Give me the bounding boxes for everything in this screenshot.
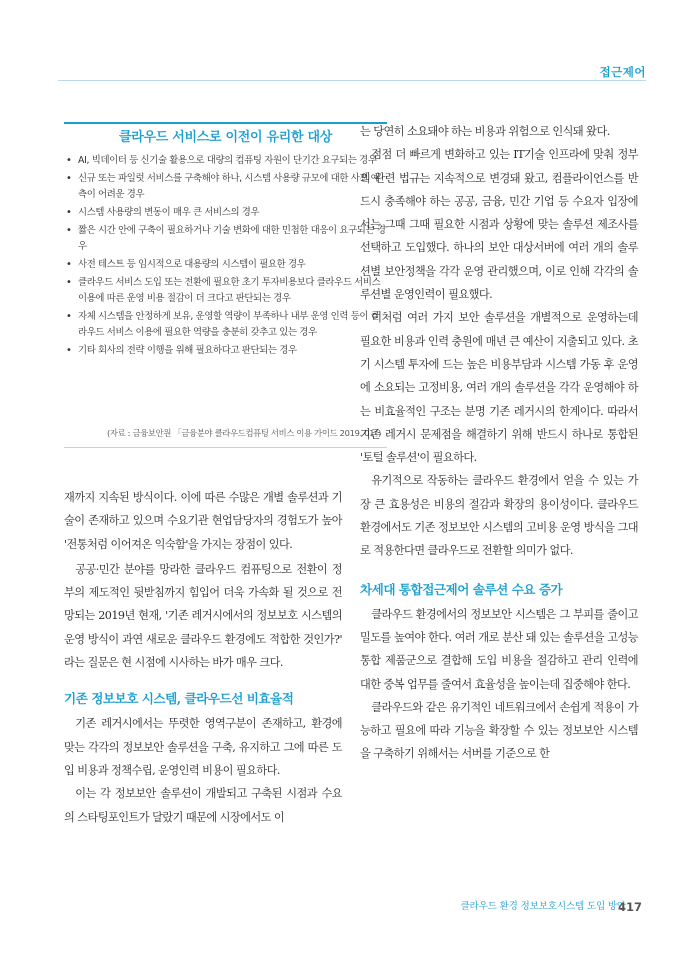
paragraph: 재까지 지속된 방식이다. 이에 따른 수많은 개별 솔루션과 기술이 존재하고 있으며 수요기관 현업담당자의 경험도가 높아 '전통처럼 이어져온 익숙함'을 가지는 장점이 있다. [64, 491, 342, 551]
sidebar-source: (자료 : 금융보안원 「금융분야 클라우드컴퓨팅 서비스 이용 가이드 2019. 01」) [106, 428, 381, 438]
sidebar-box [64, 122, 387, 448]
right-column [360, 120, 638, 766]
paragraph: 는 당연히 소요돼야 하는 비용과 위험으로 인식돼 왔다. [360, 125, 610, 138]
footer-title: 클라우드 환경 정보보호시스템 도입 방안 [460, 901, 626, 912]
paragraph: 이처럼 여러 가지 보안 솔루션을 개별적으로 운영하는데 필요한 비용과 인력 충원에 매년 큰 예산이 지출되고 있다. 초기 시스템 투자에 드는 높은 비용부담과 시스템 가동 후 운영에 소요되는 고정비용, 여러 개의 솔루션을 각각 운영해야 하는 비효율적인 구조는 분명 기존 레거시의 한계이다. 따라서 기존 레거시 문제점을 해결하기 위해 반드시 하나로 통합된 '토털 솔루션'이 필요하다. [360, 311, 638, 465]
list-item: • 신규 또는 파일럿 서비스를 구축해야 하나, 시스템 사용량 규모에 대한 사전 예측이 어려운 경우 [66, 171, 387, 203]
sidebar-list [64, 153, 387, 359]
paragraph: 클라우드 환경에서의 정보보안 시스템은 그 부피를 줄이고 밀도를 높여야 한다. 여러 개로 분산 돼 있는 솔루션을 고성능 통합 제품군으로 결합해 도입 비용을 절감하고 관리 인력에 대한 중복 업무를 줄여서 효율성을 높이는데 집중해야 한다. [360, 607, 638, 691]
sidebar-title: 클라우드 서비스로 이전이 유리한 대상 [118, 130, 333, 145]
left-column [64, 486, 342, 829]
paragraph: 기존 레거시에서는 뚜렷한 영역구분이 존재하고, 환경에 맞는 각각의 정보보안 솔루션을 구축, 유지하고 그에 따른 도입 비용과 정책수립, 운영인력 비용이 필요하다. [64, 717, 342, 777]
top-rule [58, 80, 646, 81]
section-label: 접근제어 [599, 65, 646, 79]
paragraph: 이는 각 정보보안 솔루션이 개발되고 구축된 시점과 수요의 스타팅포인트가 달랐기 때문에 시장에서도 이 [64, 787, 342, 824]
section-heading: 차세대 통합접근제어 솔루션 수요 증가 [360, 581, 563, 597]
list-item: • 사전 테스트 등 임시적으로 대용량의 시스템이 필요한 경우 [66, 257, 387, 273]
paragraph: 공공·민간 분야를 망라한 클라우드 컴퓨팅으로 전환이 정부의 제도적인 뒷받침까지 힘입어 더욱 가속화 될 것으로 전망되는 2019년 현재, '기존 레거시에서의 정보보호 시스템의 운영 방식이 과연 새로운 클라우드 환경에도 적합한 것인가?' 라는 질문은 현 시점에 시사하는 바가 매우 크다. [64, 562, 342, 670]
list-item: • AI, 빅데이터 등 신기술 활용으로 대량의 컴퓨팅 자원이 단기간 요구되는 경우 [66, 153, 387, 169]
paragraph: 클라우드와 같은 유기적인 네트워크에서 손쉽게 적용이 가능하고 필요에 따라 기능을 확장할 수 있는 정보보안 시스템을 구축하기 위해서는 서버를 기준으로 한 [360, 700, 638, 761]
list-item: • 기타 회사의 전략 이행을 위해 필요하다고 판단되는 경우 [66, 343, 387, 359]
list-item: • 짧은 시간 안에 구축이 필요하거나 기술 변화에 대한 민첩한 대응이 요구되는 경우 [66, 223, 387, 255]
paragraph: 유기적으로 작동하는 클라우드 환경에서 얻을 수 있는 가장 큰 효용성은 비용의 절감과 확장의 용이성이다. 클라우드 환경에서도 기존 정보보안 시스템의 고비용 운영 방식을 그대로 적용한다면 클라우드로 전환할 의미가 없다. [360, 474, 638, 558]
paragraph: 점점 더 빠르게 변화하고 있는 IT기술 인프라에 맞춰 정부의 관련 법규는 지속적으로 변경돼 왔고, 컴플라이언스를 반드시 충족해야 하는 공공, 금융, 민간 기업 등 수요자 입장에서는 그때 그때 필요한 시점과 상황에 맞는 솔루션 제조사를 선택하고 도입했다. 하나의 보안 대상서버에 여러 개의 솔루션별 보안정책을 각각 운영 관리했으며, 이로 인해 각각의 솔루션별 운영인력이 필요했다. [360, 148, 638, 302]
list-item: • 자체 시스템을 안정하게 보유, 운영할 역량이 부족하나 내부 운영 인력 등이 클라우드 서비스 이용에 필요한 역량을 충분히 갖추고 있는 경우 [66, 309, 387, 341]
page-number: 417 [617, 900, 642, 914]
list-item: • 클라우드 서비스 도입 또는 전환에 필요한 초기 투자비용보다 클라우드 서비스 이용에 따른 운영 비용 절감이 더 크다고 판단되는 경우 [66, 275, 387, 307]
list-item: • 시스템 사용량의 변동이 매우 큰 서비스의 경우 [66, 205, 387, 221]
section-heading: 기존 정보보호 시스템, 클라우드선 비효율적 [64, 691, 294, 707]
